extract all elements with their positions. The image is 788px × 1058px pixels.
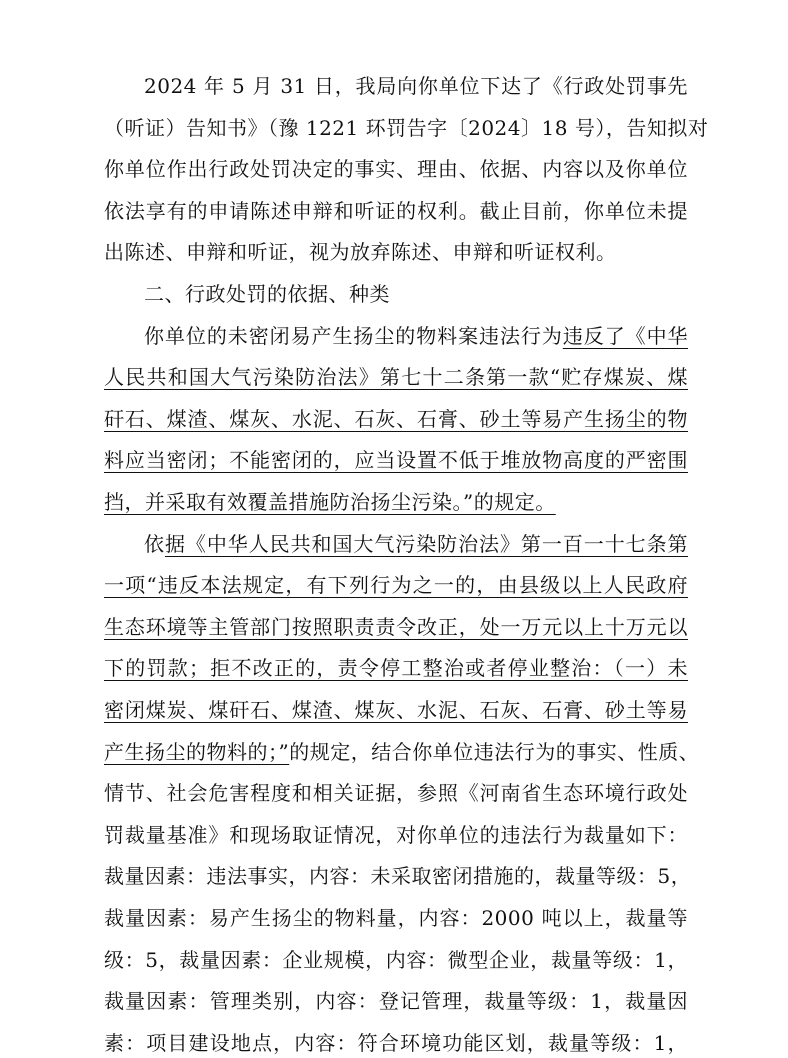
text-segment: 素：项目建设地点，内容：符合环境功能区划，裁量等级：1，	[104, 1030, 688, 1055]
text-line	[104, 653, 688, 683]
text-line	[104, 820, 688, 850]
text-segment: 二、行政处罚的依据、种类	[144, 282, 390, 306]
text-line	[104, 570, 688, 600]
underlined-text: 一项“违反本法规定，有下列行为之一的，由县级以上人民政府	[104, 573, 688, 598]
text-line	[104, 778, 688, 808]
text-line	[104, 154, 688, 184]
text-line	[104, 1028, 688, 1058]
text-line	[104, 362, 688, 392]
text-segment: 裁量因素：管理类别，内容：登记管理，裁量等级：1，裁量因	[104, 989, 688, 1014]
text-segment: 裁量因素：易产生扬尘的物料量，内容：2000 吨以上，裁量等	[104, 906, 688, 930]
text-line	[104, 861, 692, 891]
text-line	[104, 487, 688, 517]
text-segment: 你单位的未密闭易产生扬尘的物料案违法行为	[144, 323, 563, 348]
text-line	[104, 986, 688, 1016]
text-segment: 裁量因素：违法事实，内容：未采取密闭措施的，裁量等级：5，	[104, 864, 692, 889]
text-segment: 罚裁量基准》和现场取证情况，对你单位的违法行为裁量如下：	[104, 822, 688, 847]
text-line	[104, 445, 688, 475]
underlined-text: 人民共和国大气污染防治法》第七十二条第一款“贮存煤炭、煤	[104, 365, 688, 390]
text-line	[144, 279, 688, 309]
text-segment: 2024 年 5 月 31 日，我局向你单位下达了《行政处罚事先	[144, 74, 688, 98]
underlined-text: 料应当密闭；不能密闭的，应当设置不低于堆放物高度的严密围	[104, 448, 688, 473]
text-line	[104, 945, 688, 975]
text-line	[144, 71, 688, 101]
text-segment: （听证）告知书》（豫 1221 环罚告字〔2024〕18 号），告知拟对	[104, 115, 709, 140]
text-line	[104, 237, 688, 267]
text-line	[144, 529, 688, 559]
underlined-text: 下的罚款；拒不改正的，责令停工整治或者停业整治：（一）未	[104, 656, 688, 681]
text-line	[104, 612, 688, 642]
underlined-text: 挡，并采取有效覆盖措施防治扬尘污染。”的规定。	[104, 490, 556, 514]
underlined-text: 据《中华人民共和国大气污染防治法》第一百一十七条第	[164, 531, 689, 556]
text-line	[104, 404, 688, 434]
text-segment: 出陈述、申辩和听证，视为放弃陈述、申辩和听证权利。	[104, 240, 617, 265]
text-segment: 你单位作出行政处罚决定的事实、理由、依据、内容以及你单位	[104, 157, 688, 182]
text-segment: 级：5，裁量因素：企业规模，内容：微型企业，裁量等级：1，	[104, 947, 688, 972]
text-segment: 依法享有的申请陈述申辩和听证的权利。截止目前，你单位未提	[104, 198, 688, 223]
text-segment: 的规定，结合你单位违法行为的事实、性质、	[289, 739, 700, 764]
text-line	[104, 737, 700, 767]
underlined-text: 违反了《中华	[562, 323, 689, 348]
underlined-text: 产生扬尘的物料的；”	[104, 739, 290, 764]
underlined-text: 生态环境等主管部门按照职责责令改正，处一万元以上十万元以	[104, 614, 688, 639]
text-line	[104, 113, 709, 143]
text-line	[104, 695, 688, 725]
underlined-text: 矸石、煤渣、煤灰、水泥、石灰、石膏、砂土等易产生扬尘的物	[104, 406, 688, 431]
text-line	[144, 321, 688, 351]
text-line	[104, 196, 688, 226]
text-segment: 依	[144, 531, 165, 556]
text-line	[104, 903, 688, 933]
text-segment: 情节、社会危害程度和相关证据，参照《河南省生态环境行政处	[104, 781, 688, 806]
underlined-text: 密闭煤炭、煤矸石、煤渣、煤灰、水泥、石灰、石膏、砂土等易	[104, 698, 688, 722]
